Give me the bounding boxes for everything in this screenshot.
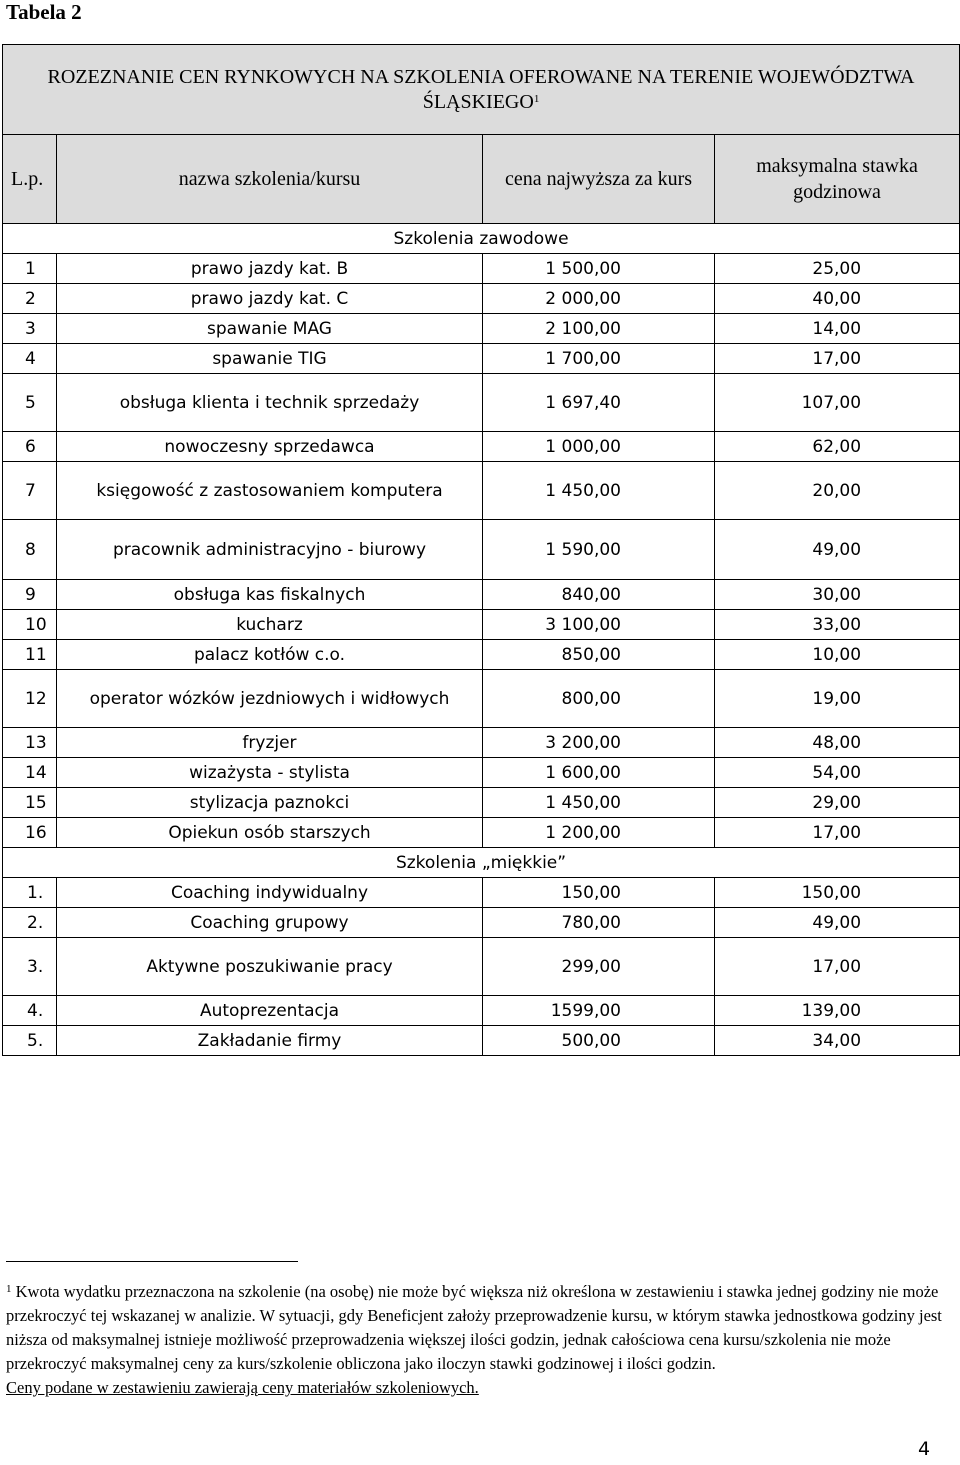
- course-name: wizażysta - stylista: [57, 758, 483, 788]
- max-price: 150,00: [483, 878, 715, 908]
- course-name: Zakładanie firmy: [57, 1026, 483, 1056]
- course-name: obsługa kas fiskalnych: [57, 580, 483, 610]
- row-number: 3: [3, 314, 57, 344]
- max-price: 1 590,00: [483, 520, 715, 580]
- hourly-rate: 20,00: [715, 462, 960, 520]
- header-rate: maksymalna stawka godzinowa: [715, 135, 960, 224]
- table-row: [3, 878, 960, 908]
- row-number: 1: [3, 254, 57, 284]
- row-number: 9: [3, 580, 57, 610]
- max-price: 2 000,00: [483, 284, 715, 314]
- course-name: prawo jazdy kat. C: [57, 284, 483, 314]
- row-number: 4: [3, 344, 57, 374]
- row-number: 10: [3, 610, 57, 640]
- table-row: [3, 938, 960, 996]
- max-price: 1599,00: [483, 996, 715, 1026]
- table-title-text: ROZEZNANIE CEN RYNKOWYCH NA SZKOLENIA OFEROWANE NA TERENIE WOJEWÓDZTWA ŚLĄSKIEGO: [47, 65, 915, 113]
- section-row: [3, 848, 960, 878]
- course-name: Coaching grupowy: [57, 908, 483, 938]
- row-number: 14: [3, 758, 57, 788]
- hourly-rate: 150,00: [715, 878, 960, 908]
- course-name: spawanie TIG: [57, 344, 483, 374]
- max-price: 299,00: [483, 938, 715, 996]
- table-row: [3, 1026, 960, 1056]
- hourly-rate: 33,00: [715, 610, 960, 640]
- hourly-rate: 25,00: [715, 254, 960, 284]
- row-number: 5.: [3, 1026, 57, 1056]
- table-title: [3, 45, 960, 135]
- header-name: nazwa szkolenia/kursu: [57, 135, 483, 224]
- row-number: 11: [3, 640, 57, 670]
- row-number: 7: [3, 462, 57, 520]
- footnote-ref: 1: [533, 92, 540, 105]
- hourly-rate: 34,00: [715, 1026, 960, 1056]
- footnote-marker: 1: [6, 1283, 12, 1295]
- hourly-rate: 17,00: [715, 818, 960, 848]
- section-row: [3, 224, 960, 254]
- hourly-rate: 29,00: [715, 788, 960, 818]
- course-name: spawanie MAG: [57, 314, 483, 344]
- row-number: 4.: [3, 996, 57, 1026]
- row-number: 2: [3, 284, 57, 314]
- table-row: [3, 344, 960, 374]
- hourly-rate: 17,00: [715, 344, 960, 374]
- table-row: [3, 284, 960, 314]
- max-price: 850,00: [483, 640, 715, 670]
- header-row: [3, 135, 960, 224]
- course-name: nowoczesny sprzedawca: [57, 432, 483, 462]
- hourly-rate: 54,00: [715, 758, 960, 788]
- max-price: 1 450,00: [483, 462, 715, 520]
- max-price: 1 700,00: [483, 344, 715, 374]
- course-name: pracownik administracyjno - biurowy: [57, 520, 483, 580]
- max-price: 840,00: [483, 580, 715, 610]
- max-price: 1 600,00: [483, 758, 715, 788]
- max-price: 1 200,00: [483, 818, 715, 848]
- table-row: [3, 314, 960, 344]
- table-row: [3, 908, 960, 938]
- table-row: [3, 374, 960, 432]
- header-price: cena najwyższa za kurs: [483, 135, 715, 224]
- hourly-rate: 17,00: [715, 938, 960, 996]
- hourly-rate: 49,00: [715, 908, 960, 938]
- course-name: fryzjer: [57, 728, 483, 758]
- max-price: 3 100,00: [483, 610, 715, 640]
- row-number: 16: [3, 818, 57, 848]
- row-number: 12: [3, 670, 57, 728]
- section-vocational: Szkolenia zawodowe: [3, 224, 960, 254]
- table-row: [3, 432, 960, 462]
- hourly-rate: 62,00: [715, 432, 960, 462]
- section-soft: Szkolenia „miękkie”: [3, 848, 960, 878]
- max-price: 800,00: [483, 670, 715, 728]
- table-caption: Tabela 2: [6, 0, 82, 24]
- hourly-rate: 107,00: [715, 374, 960, 432]
- table-row: [3, 580, 960, 610]
- table-row: [3, 818, 960, 848]
- course-name: palacz kotłów c.o.: [57, 640, 483, 670]
- course-name: Autoprezentacja: [57, 996, 483, 1026]
- table-row: [3, 640, 960, 670]
- course-name: Coaching indywidualny: [57, 878, 483, 908]
- table-row: [3, 788, 960, 818]
- table-row: [3, 462, 960, 520]
- table-row: [3, 758, 960, 788]
- table-row: [3, 254, 960, 284]
- max-price: 3 200,00: [483, 728, 715, 758]
- max-price: 780,00: [483, 908, 715, 938]
- course-name: prawo jazdy kat. B: [57, 254, 483, 284]
- row-number: 1.: [3, 878, 57, 908]
- table-row: [3, 670, 960, 728]
- max-price: 1 000,00: [483, 432, 715, 462]
- table-row: [3, 728, 960, 758]
- hourly-rate: 139,00: [715, 996, 960, 1026]
- row-number: 13: [3, 728, 57, 758]
- course-name: kucharz: [57, 610, 483, 640]
- row-number: 6: [3, 432, 57, 462]
- course-name: operator wózków jezdniowych i widłowych: [57, 670, 483, 728]
- hourly-rate: 10,00: [715, 640, 960, 670]
- course-name: księgowość z zastosowaniem komputera: [57, 462, 483, 520]
- row-number: 15: [3, 788, 57, 818]
- hourly-rate: 14,00: [715, 314, 960, 344]
- header-lp: L.p.: [3, 135, 57, 224]
- hourly-rate: 40,00: [715, 284, 960, 314]
- page-number: 4: [918, 1438, 931, 1460]
- footnote: [6, 1280, 951, 1400]
- table-row: [3, 996, 960, 1026]
- table-row: [3, 610, 960, 640]
- max-price: 500,00: [483, 1026, 715, 1056]
- footnote-divider: [6, 1261, 298, 1262]
- footnote-text: Kwota wydatku przeznaczona na szkolenie (na osobę) nie może być większa niż określona w zestawieniu i stawka jednej godziny nie może przekroczyć tej wskazanej w analizie. W sytuacji, gdy Beneficjent założy przeprowadzenie kursu, w którym stawka jednostkowa godziny jest niższa od maksymalnej istnieje możliwość przeprowadzenia większej ilości godzin, jednak całościowa cena kursu/szkolenia nie może przekroczyć maksymalnej ceny za kurs/szkolenie obliczona jako iloczyn stawki godzinowej i ilości godzin.: [6, 1282, 942, 1373]
- hourly-rate: 49,00: [715, 520, 960, 580]
- hourly-rate: 48,00: [715, 728, 960, 758]
- row-number: 2.: [3, 908, 57, 938]
- row-number: 5: [3, 374, 57, 432]
- footnote-underlined: Ceny podane w zestawieniu zawierają ceny materiałów szkoleniowych.: [6, 1378, 479, 1397]
- max-price: 1 500,00: [483, 254, 715, 284]
- table-row: [3, 520, 960, 580]
- price-table: [2, 44, 960, 1056]
- row-number: 8: [3, 520, 57, 580]
- course-name: Aktywne poszukiwanie pracy: [57, 938, 483, 996]
- row-number: 3.: [3, 938, 57, 996]
- max-price: 2 100,00: [483, 314, 715, 344]
- hourly-rate: 19,00: [715, 670, 960, 728]
- course-name: Opiekun osób starszych: [57, 818, 483, 848]
- course-name: stylizacja paznokci: [57, 788, 483, 818]
- max-price: 1 450,00: [483, 788, 715, 818]
- max-price: 1 697,40: [483, 374, 715, 432]
- hourly-rate: 30,00: [715, 580, 960, 610]
- course-name: obsługa klienta i technik sprzedaży: [57, 374, 483, 432]
